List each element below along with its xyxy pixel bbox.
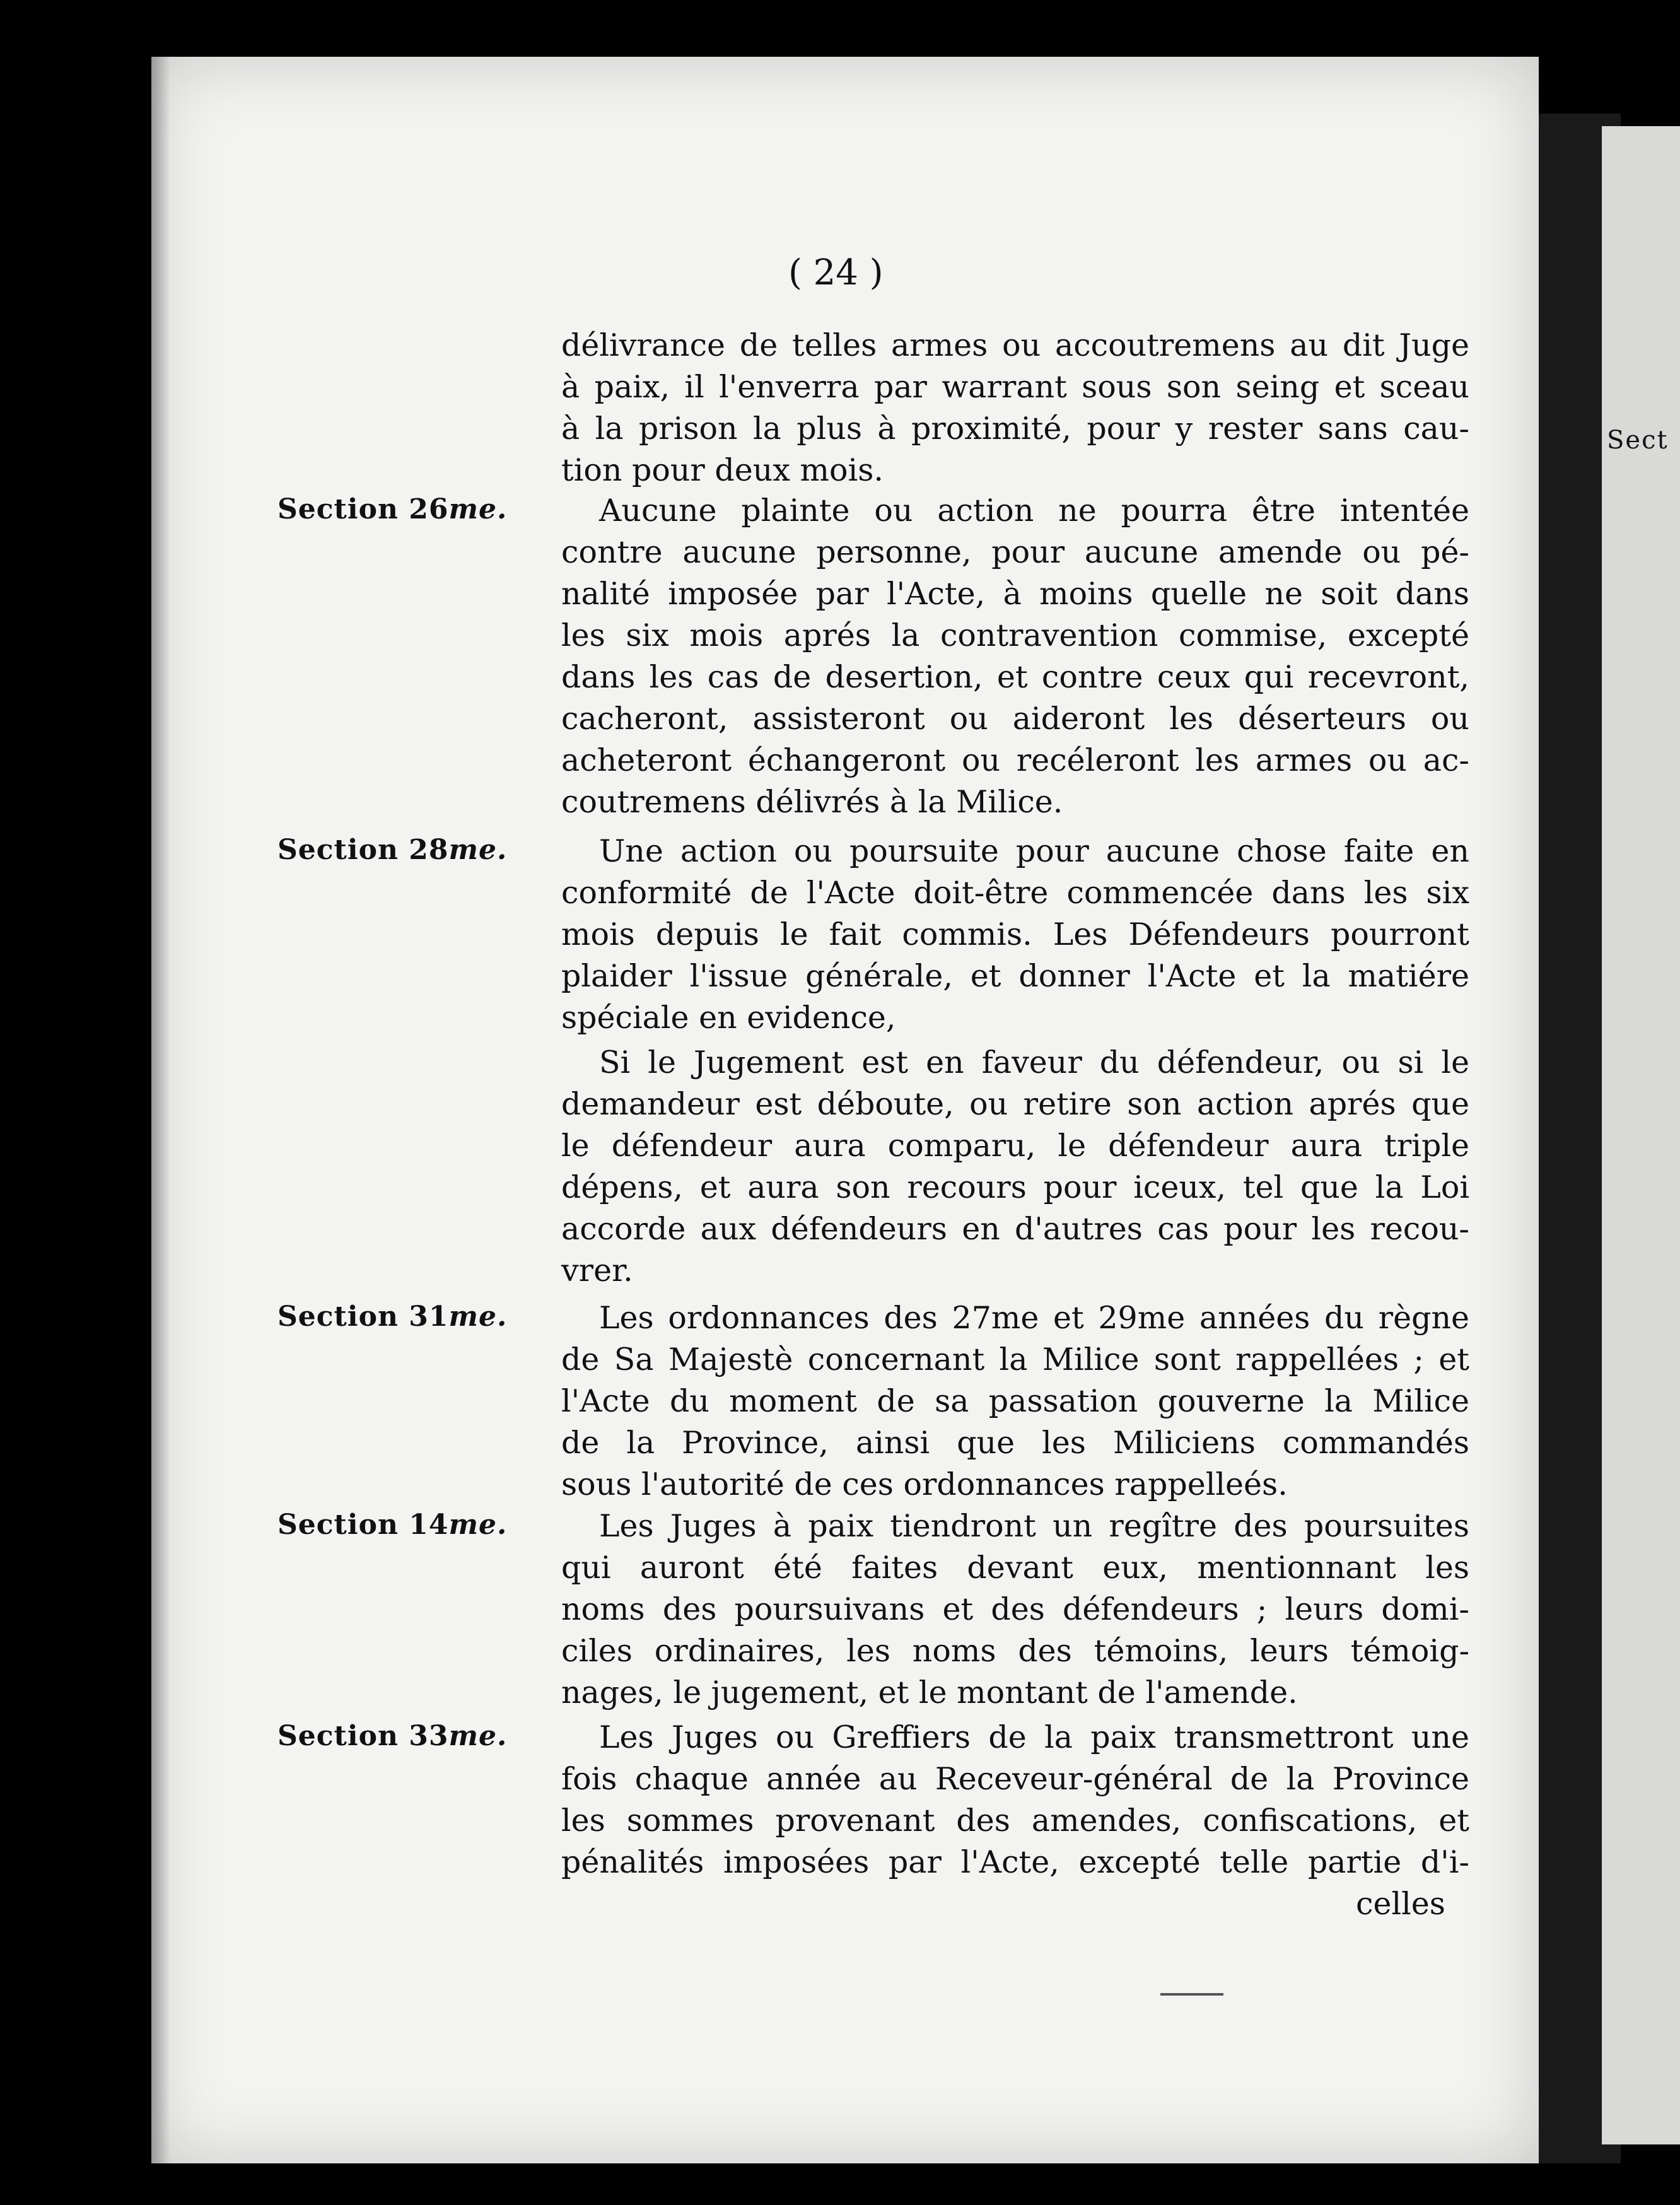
text-line: noms des poursuivans et des défendeurs ; leurs domi-: [561, 1591, 1469, 1627]
text-line: accorde aux défendeurs en d'autres cas pour les recou-: [561, 1211, 1469, 1247]
text-line: les six mois aprés la contravention commise, excepté: [561, 617, 1469, 653]
adjacent-page-label: Sect: [1607, 426, 1669, 455]
section-label: Section 14me.: [277, 1509, 508, 1541]
text-line: l'Acte du moment de sa passation gouverne la Milice: [561, 1383, 1469, 1419]
text-line: Les Juges ou Greffiers de la paix transmettront une: [599, 1719, 1469, 1755]
text-line: mois depuis le fait commis. Les Défendeurs pourront: [561, 916, 1469, 952]
text-line: nages, le jugement, et le montant de l'amende.: [561, 1675, 1298, 1711]
text-line: Aucune plainte ou action ne pourra être intentée: [599, 493, 1469, 529]
text-line: de la Province, ainsi que les Miliciens commandés: [561, 1425, 1469, 1461]
text-line: Une action ou poursuite pour aucune chose faite en: [599, 833, 1469, 869]
text-line: acheteront échangeront ou recéleront les armes ou ac-: [561, 742, 1469, 778]
text-line: coutremens délivrés à la Milice.: [561, 784, 1063, 820]
section-label: Section 33me.: [277, 1720, 508, 1752]
text-line: demandeur est déboute, ou retire son action aprés que: [561, 1086, 1469, 1122]
text-line: Si le Jugement est en faveur du défendeur, ou si le: [599, 1044, 1469, 1080]
text-line: de Sa Majestè concernant la Milice sont rappellées ; et: [561, 1342, 1469, 1377]
text-line: Les Juges à paix tiendront un regître des poursuites: [599, 1508, 1469, 1544]
text-line: dépens, et aura son recours pour iceux, tel que la Loi: [561, 1169, 1469, 1205]
text-line: conformité de l'Acte doit-être commencée dans les six: [561, 875, 1469, 911]
text-line: dans les cas de desertion, et contre ceux qui recevront,: [561, 659, 1469, 695]
text-line: à paix, il l'enverra par warrant sous son seing et sceau: [561, 369, 1469, 405]
section-label: Section 31me.: [277, 1301, 508, 1333]
text-line: sous l'autorité de ces ordonnances rappelleés.: [561, 1466, 1288, 1502]
text-line: vrer.: [561, 1253, 633, 1289]
text-line: plaider l'issue générale, et donner l'Acte et la matiére: [561, 958, 1469, 994]
text-line: cacheront, assisteront ou aideront les déserteurs ou: [561, 701, 1469, 737]
page-shadow: [151, 57, 170, 2163]
text-line: ciles ordinaires, les noms des témoins, leurs témoig-: [561, 1633, 1469, 1669]
catchword: celles: [1356, 1886, 1445, 1922]
ink-mark: [1160, 1993, 1223, 1996]
text-line: les sommes provenant des amendes, confiscations, et: [561, 1803, 1469, 1839]
section-label: Section 26me.: [277, 493, 508, 525]
text-line: à la prison la plus à proximité, pour y rester sans cau-: [561, 411, 1469, 447]
text-line: délivrance de telles armes ou accoutremens au dit Juge: [561, 327, 1469, 363]
text-line: pénalités imposées par l'Acte, excepté telle partie d'i-: [561, 1844, 1469, 1880]
text-line: fois chaque année au Receveur-général de la Province: [561, 1761, 1469, 1797]
text-line: spéciale en evidence,: [561, 1000, 896, 1036]
text-line: Les ordonnances des 27me et 29me années du règne: [599, 1300, 1469, 1336]
section-label: Section 28me.: [277, 834, 508, 866]
page-number: ( 24 ): [788, 252, 884, 293]
text-line: nalité imposée par l'Acte, à moins quelle ne soit dans: [561, 576, 1469, 612]
text-line: qui auront été faites devant eux, mentionnant les: [561, 1550, 1469, 1586]
text-line: tion pour deux mois.: [561, 452, 884, 488]
text-line: le défendeur aura comparu, le défendeur aura triple: [561, 1128, 1469, 1164]
text-line: contre aucune personne, pour aucune amende ou pé-: [561, 534, 1469, 570]
